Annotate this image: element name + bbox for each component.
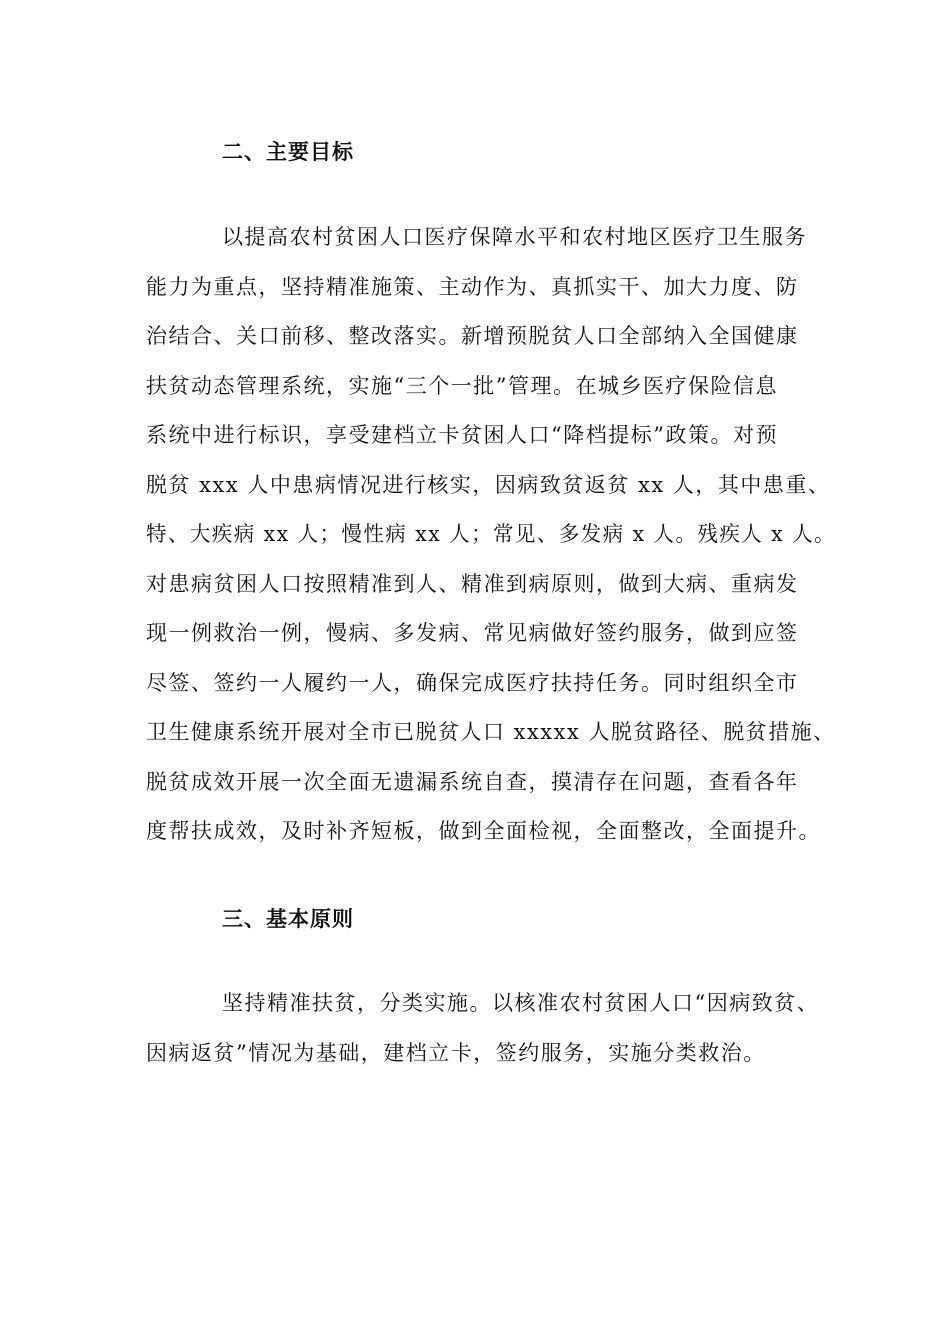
section-heading-main-goals: 二、主要目标 [222, 140, 354, 164]
text-line: 脱贫成效开展一次全面无遗漏系统自查，摸清存在问题，查看各年 [146, 769, 799, 794]
text-line: 脱贫 xxx 人中患病情况进行核实，因病致贫返贫 xx 人，其中患重、 [146, 472, 831, 497]
text-line: 坚持精准扶贫，分类实施。以核准农村贫困人口“因病致贫、 [222, 991, 820, 1015]
text-line: 度帮扶成效，及时补齐短板，做到全面检视，全面整改，全面提升。 [146, 819, 821, 843]
paragraph-main-goals [146, 213, 836, 857]
text-line: 能力为重点，坚持精准施策、主动作为、真抓实干、加大力度、防 [146, 274, 799, 299]
text-line: 特、大疾病 xx 人；慢性病 xx 人；常见、多发病 x 人。残疾人 x 人。 [146, 522, 836, 546]
text-line: 卫生健康系统开展对全市已脱贫人口 xxxxx 人脱贫路径、脱贫措施、 [146, 720, 836, 744]
text-line: 对患病贫困人口按照精准到人、精准到病原则，做到大病、重病发 [146, 571, 799, 596]
text-line: 以提高农村贫困人口医疗保障水平和农村地区医疗卫生服务 [222, 225, 807, 249]
section-heading-basic-principles: 三、基本原则 [222, 907, 354, 931]
text-line: 现一例救治一例，慢病、多发病、常见病做好签约服务，做到应签 [146, 621, 799, 645]
text-line: 系统中进行标识，享受建档立卡贫困人口“降档提标”政策。对预 [146, 423, 778, 447]
paragraph-basic-principles [146, 979, 836, 1078]
text-line: 因病返贫”情况为基础，建档立卡，签约服务，实施分类救治。 [146, 1040, 766, 1065]
text-line: 扶贫动态管理系统，实施“三个一批”管理。在城乡医疗保险信息 [146, 373, 778, 398]
text-line: 尽签、签约一人履约一人，确保完成医疗扶持任务。同时组织全市 [146, 670, 799, 695]
text-line: 治结合、关口前移、整改落实。新增预脱贫人口全部纳入全国健康 [146, 324, 799, 348]
